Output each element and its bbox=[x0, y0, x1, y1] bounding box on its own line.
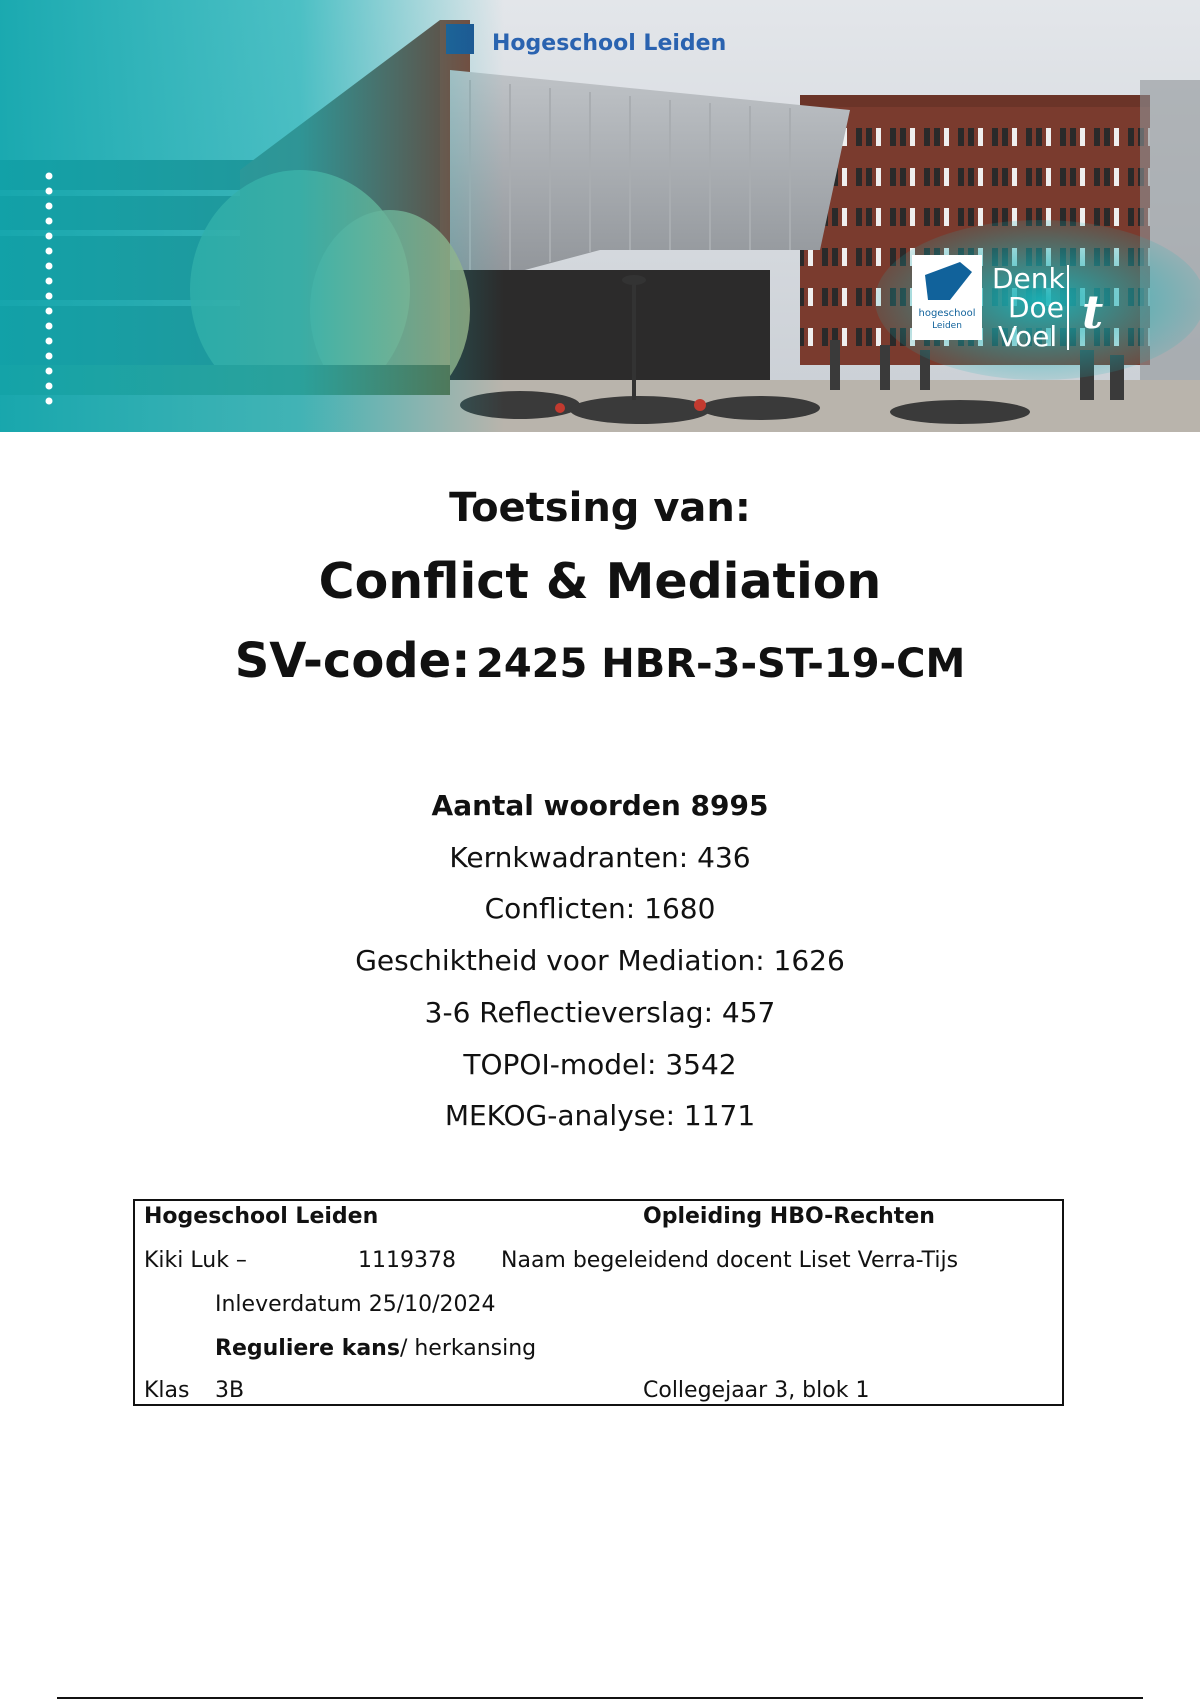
sv-code-label: SV-code: bbox=[234, 633, 471, 689]
student-info-box bbox=[133, 1199, 1064, 1406]
exam-chance bbox=[215, 1336, 536, 1361]
word-count-item: Conflicten: 1680 bbox=[484, 892, 716, 926]
title-line-1: Toetsing van: bbox=[449, 485, 751, 531]
program-name: Opleiding HBO-Rechten bbox=[643, 1204, 935, 1229]
submit-date: Inleverdatum 25/10/2024 bbox=[215, 1292, 496, 1317]
word-count-item: MEKOG-analyse: 1171 bbox=[444, 1099, 756, 1133]
slogan-line-2: Doe bbox=[1008, 291, 1064, 324]
student-number: 1119378 bbox=[358, 1248, 456, 1273]
course-title: Conflict & Mediation bbox=[318, 553, 882, 610]
svg-text:Leiden: Leiden bbox=[932, 321, 962, 331]
word-count-item: Geschiktheid voor Mediation: 1626 bbox=[355, 944, 845, 978]
student-name: Kiki Luk – bbox=[144, 1248, 247, 1273]
footer-divider bbox=[57, 1697, 1143, 1699]
word-count-item: TOPOI-model: 3542 bbox=[463, 1047, 737, 1081]
denk-doe-voel-badge bbox=[875, 220, 1200, 380]
campus-building-illustration bbox=[0, 0, 1200, 432]
class-value: 3B bbox=[215, 1378, 245, 1403]
slogan-letter: t bbox=[1082, 285, 1104, 339]
teacher-name: Naam begeleidend docent Liset Verra-Tijs bbox=[501, 1248, 959, 1273]
svg-text:hogeschool: hogeschool bbox=[918, 308, 976, 319]
school-name: Hogeschool Leiden bbox=[144, 1204, 379, 1229]
sv-code bbox=[0, 633, 1200, 689]
class-label: Klas bbox=[144, 1378, 190, 1403]
slogan-line-1: Denk bbox=[992, 262, 1065, 295]
total-word-count: Aantal woorden 8995 bbox=[431, 789, 769, 822]
study-period: Collegejaar 3, blok 1 bbox=[643, 1378, 870, 1403]
word-count-list bbox=[0, 780, 1200, 1142]
word-count-item: 3-6 Reflectieverslag: 457 bbox=[424, 995, 776, 1029]
slogan-line-3: Voel bbox=[998, 320, 1058, 353]
word-count-item: Kernkwadranten: 436 bbox=[449, 840, 751, 874]
exam-chance-retake: / herkansing bbox=[399, 1336, 537, 1361]
header-photo bbox=[0, 0, 1200, 432]
exam-chance-regular: Reguliere kans bbox=[215, 1336, 400, 1361]
sv-code-value: 2425 HBR-3-ST-19-CM bbox=[475, 641, 966, 687]
